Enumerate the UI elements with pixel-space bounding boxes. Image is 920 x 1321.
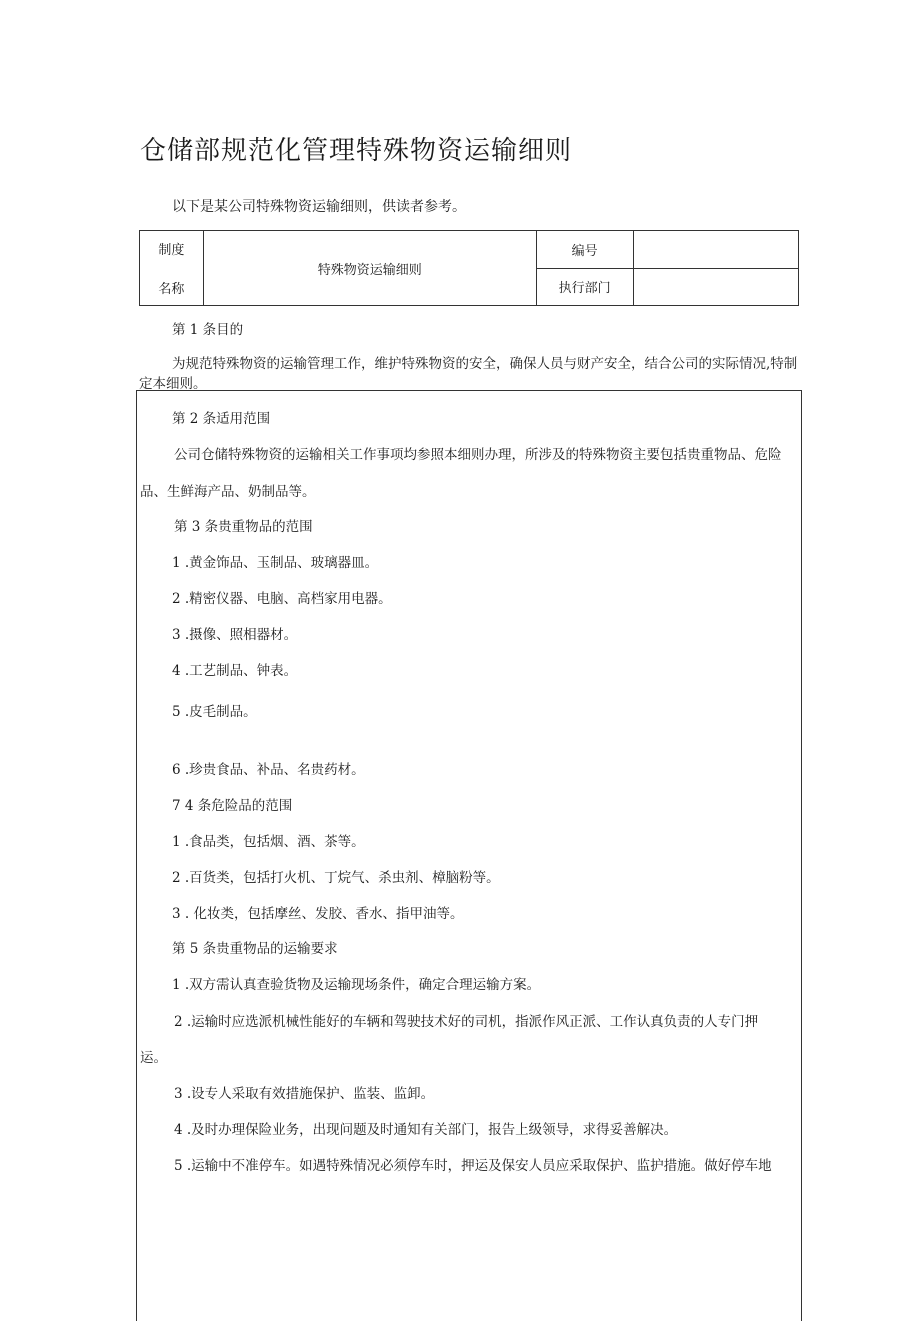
meta-table <box>139 230 799 306</box>
list-item: 3 .摄像、照相器材。 <box>172 627 298 643</box>
article2-body-line1: 公司仓储特殊物资的运输相关工作事项均参照本细则办理，所涉及的特殊物资主要包括贵重物品、危险 <box>174 447 782 463</box>
label-top: 制度 <box>158 243 185 258</box>
label-bottom: 名称 <box>158 282 185 297</box>
dept-label: 执行部门 <box>536 268 633 306</box>
article1-body: 为规范特殊物资的运输管理工作，维护特殊物资的安全，确保人员与财产安全，结合公司的实际情况,特制定本细则。 <box>139 356 798 392</box>
label-cell <box>140 231 204 306</box>
list-item: 6 .珍贵食品、补品、名贵药材。 <box>172 762 365 778</box>
dept-value <box>633 268 799 306</box>
list-item: 2 .百货类，包括打火机、丁烷气、杀虫剂、樟脑粉等。 <box>172 870 500 886</box>
list-item: 2 .运输时应选派机械性能好的车辆和驾驶技术好的司机，指派作风正派、工作认真负责的人专门押 <box>174 1014 759 1030</box>
list-item: 4 .工艺制品、钟表。 <box>172 663 298 679</box>
article1-heading: 第 1 条目的 <box>172 322 244 338</box>
list-item: 5 .运输中不准停车。如遇特殊情况必须停车时，押运及保安人员应采取保护、监护措施。做好停车地 <box>174 1158 772 1174</box>
list-item: 3 .设专人采取有效措施保护、监装、监卸。 <box>174 1086 435 1102</box>
intro-text: 以下是某公司特殊物资运输细则，供读者参考。 <box>172 199 466 215</box>
list-item: 4 .及时办理保险业务，出现问题及时通知有关部门，报告上级领导，求得妥善解决。 <box>174 1122 678 1138</box>
number-value <box>633 231 799 269</box>
document-title: 仓储部规范化管理特殊物资运输细则 <box>140 136 573 166</box>
article2-body-line2: 品、生鲜海产品、奶制品等。 <box>140 484 316 500</box>
content-box <box>136 390 802 1321</box>
article2-heading: 第 2 条适用范围 <box>172 411 271 427</box>
list-item: 5 .皮毛制品。 <box>172 704 257 720</box>
number-label: 编号 <box>536 231 633 269</box>
list-item: 1 .双方需认真查验货物及运输现场条件，确定合理运输方案。 <box>172 977 541 993</box>
article5-heading: 第 5 条贵重物品的运输要求 <box>172 941 338 957</box>
list-item-continuation: 运。 <box>140 1050 167 1066</box>
article4-heading: 7 4 条危险品的范围 <box>172 798 293 814</box>
list-item: 3 . 化妆类，包括摩丝、发胶、香水、指甲油等。 <box>172 906 464 922</box>
policy-name-value: 特殊物资运输细则 <box>203 231 536 306</box>
article3-heading: 第 3 条贵重物品的范围 <box>174 519 313 535</box>
list-item: 1 .食品类，包括烟、酒、茶等。 <box>172 834 365 850</box>
list-item: 1 .黄金饰品、玉制品、玻璃器皿。 <box>172 555 379 571</box>
list-item: 2 .精密仪器、电脑、高档家用电器。 <box>172 591 392 607</box>
